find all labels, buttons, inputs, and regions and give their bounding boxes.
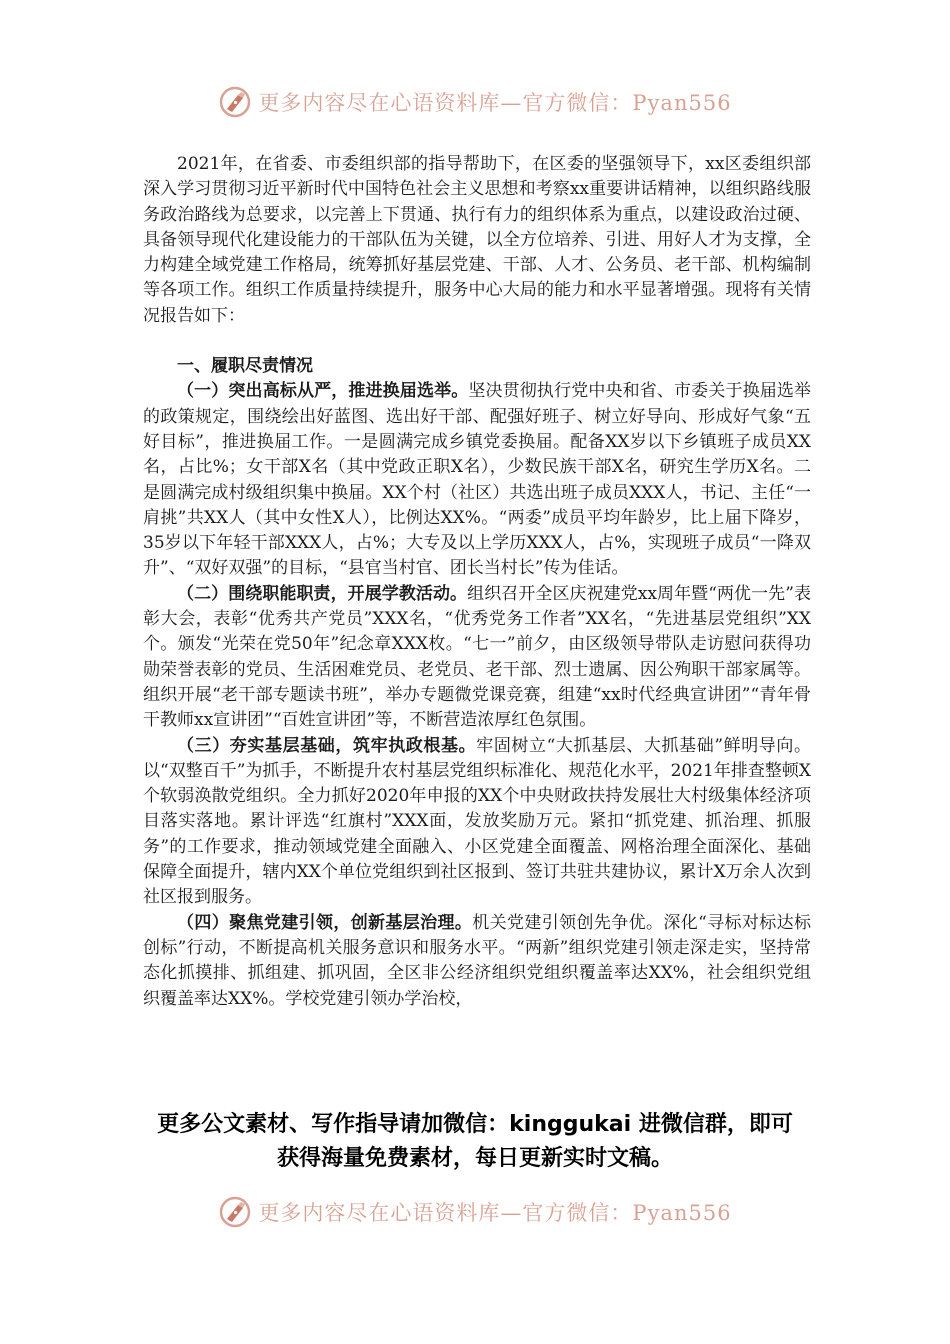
section-item-3-title: （三）夯实基层基础，筑牢执政根基。 xyxy=(177,735,477,756)
promo-line-1: 更多公文素材、写作指导请加微信：kinggukai 进微信群，即可 xyxy=(157,1112,793,1137)
section-item-4-body: 机关党建引领创先争优。深化“寻标对标达标创标”行动，不断提高机关服务意识和服务水平。“两新”组织党建引领走深走实，坚持常态化抓摸排、抓组建、抓巩固，全区非公经济组织党组织覆盖率达XX%，社会组织党组织覆盖率达XX%。学校党建引领办学治校， xyxy=(143,912,811,1009)
section-item-4 xyxy=(143,911,811,1012)
watermark-text: 更多内容尽在心语资料库—官方微信：Pyan556 xyxy=(258,91,732,115)
promo-callout xyxy=(100,1108,850,1176)
document-body xyxy=(143,152,811,1012)
section-item-4-title: （四）聚焦党建引领，创新基层治理。 xyxy=(177,912,473,933)
section-item-2 xyxy=(143,582,811,734)
watermark-banner-top xyxy=(0,82,950,122)
section-item-3 xyxy=(143,734,811,911)
section-item-3-body: 牢固树立“大抓基层、大抓基础”鲜明导向。以“双整百千”为抓手，不断提升农村基层党组织标准化、规范化水平，2021年排查整顿X个软弱涣散党组织。全力抓好2020年申报的XX个中央财政扶持发展壮大村级集体经济项目落实落地。累计评选“红旗村”XXX面，发放奖励万元。紧扣“抓党建、抓治理、抓服务”的工作要求，推动领域党建全面融入、小区党建全面覆盖、网格治理全面深化、基础保障全面提升，辖内XX个单位党组织到社区报到、签订共驻共建协议，累计X万余人次到社区报到服务。 xyxy=(143,735,812,908)
promo-line-2: 获得海量免费素材，每日更新实时文稿。 xyxy=(276,1146,673,1171)
intro-paragraph: 2021年，在省委、市委组织部的指导帮助下，在区委的坚强领导下，xx区委组织部深入学习贯彻习近平新时代中国特色社会主义思想和考察xx重要讲话精神，以组织路线服务政治路线为总要求，以完善上下贯通、执行有力的组织体系为重点，以建设政治过硬、具备领导现代化建设能力的干部队伍为关键，以全方位培养、引进、用好人才为支撑，全力构建全域党建工作格局，统筹抓好基层党建、干部、人才、公务员、老干部、机构编制等各项工作。组织工作质量持续提升，服务中心大局的能力和水平显著增强。现将有关情况报告如下： xyxy=(143,154,811,326)
pen-nib-logo-icon xyxy=(218,85,252,119)
section-item-1-body: 坚决贯彻执行党中央和省、市委关于换届选举的政策规定，围绕绘出好蓝图、选出好干部、配强好班子、树立好导向、形成好气象“五好目标”，推进换届工作。一是圆满完成乡镇党委换届。配备XX岁以下乡镇班子成员XX名，占比%；女干部X名（其中党政正职X名），少数民族干部X名，研究生学历X名。二是圆满完成村级组织集中换届。XX个村（社区）共选出班子成员XXX人，书记、主任“一肩挑”共XX人（其中女性X人），比例达XX%。“两委”成员平均年龄岁，比上届下降岁，35岁以下年轻干部XXX人，占%；大专及以上学历XXX人，占%，实现班子成员“一降双升”、“双好双强”的目标，“县官当村官、团长当村长”传为佳话。 xyxy=(143,381,812,579)
section-item-1 xyxy=(143,379,811,581)
section-heading: 一、履职尽责情况 xyxy=(177,356,313,377)
section-item-1-title: （一）突出高标从严，推进换届选举。 xyxy=(177,381,469,402)
watermark-text: 更多内容尽在心语资料库—官方微信：Pyan556 xyxy=(258,1201,732,1225)
section-item-2-title: （二）围绕职能职责，开展学教活动。 xyxy=(177,583,468,604)
section-item-2-body: 组织召开全区庆祝建党xx周年暨“两优一先”表彰大会，表彰“优秀共产党员”XXX名，“优秀党务工作者”XX名，“先进基层党组织”XX个。颁发“光荣在党50年”纪念章XXX枚。“七一”前夕，由区级领导带队走访慰问获得功勋荣誉表彰的党员、生活困难党员、老党员、老干部、烈士遗属、因公殉职干部家属等。组织开展“老干部专题读书班”，举办专题微党课竞赛，组建“xx时代经典宣讲团”“青年骨干教师xx宣讲团”“百姓宣讲团”等，不断营造浓厚红色氛围。 xyxy=(143,583,811,731)
watermark-banner-bottom xyxy=(0,1192,950,1232)
pen-nib-logo-icon xyxy=(218,1195,252,1229)
